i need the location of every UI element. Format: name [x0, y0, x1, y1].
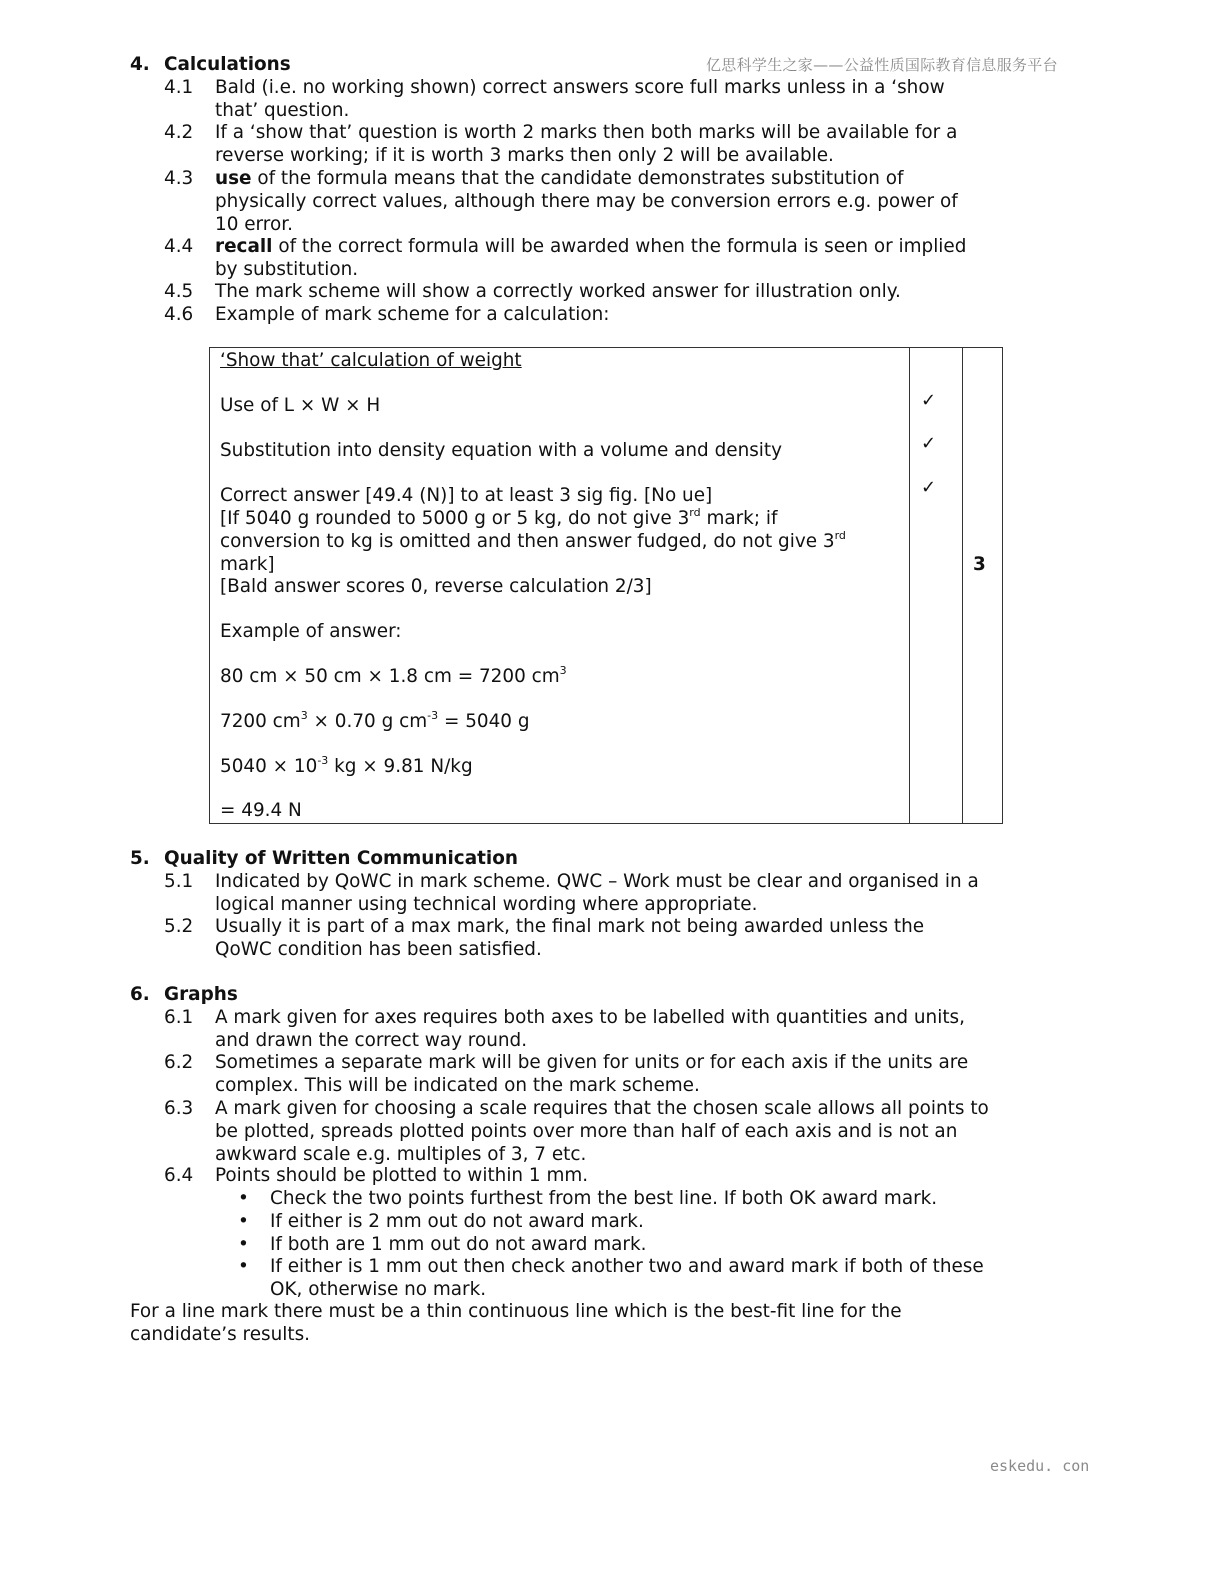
section-5-heading: [130, 848, 518, 869]
clause-line: The mark scheme will show a correctly worked answer for illustration only.: [215, 281, 901, 302]
watermark-header: 亿思科学生之家——公益性质国际教育信息服务平台: [706, 56, 1058, 74]
clause-6-3: [164, 1098, 1009, 1166]
clause-line: QoWC condition has been satisfied.: [215, 938, 542, 960]
example-label: Example of answer:: [220, 621, 402, 642]
clause-number: 4.6: [164, 304, 194, 325]
clause-4-1: [164, 77, 1009, 123]
superscript: 3: [559, 664, 567, 677]
clause-line: Usually it is part of a max mark, the final mark not being awarded unless the: [215, 916, 925, 937]
clause-line: that’ question.: [215, 99, 350, 121]
criterion-note-4: [Bald answer scores 0, reverse calculation 2/3]: [220, 576, 652, 597]
clause-line: be plotted, spreads plotted points over more than half of each axis and is not an: [215, 1120, 958, 1142]
section-4-heading: [130, 54, 291, 75]
superscript: rd: [834, 529, 846, 542]
criterion-note-2: [220, 531, 846, 556]
clause-text: of the formula means that the candidate demonstrates substitution of: [251, 168, 904, 189]
tick-icon: ✓: [921, 433, 937, 454]
clause-4-4: [164, 236, 1009, 282]
tick-icon: ✓: [921, 477, 937, 498]
superscript: -3: [317, 754, 329, 767]
clause-line: If a ‘show that’ question is worth 2 marks then both marks will be available for a: [215, 122, 958, 143]
column-divider: [909, 348, 910, 823]
criterion-3: Correct answer [49.4 (N)] to at least 3 sig fig. [No ue]: [220, 485, 713, 506]
clause-line: logical manner using technical wording where appropriate.: [215, 893, 758, 915]
list-item-text: • If either is 1 mm out then check another two and award mark if both of these: [270, 1256, 984, 1278]
clause-line: A mark given for choosing a scale requires that the chosen scale allows all points to: [215, 1098, 989, 1119]
criterion-1: Use of L × W × H: [220, 395, 381, 416]
clause-line: by substitution.: [215, 258, 359, 280]
criterion-note-1: [220, 508, 777, 533]
section-title: Graphs: [164, 984, 238, 1005]
list-item: [238, 1234, 1018, 1257]
superscript: rd: [689, 506, 701, 519]
clause-number: 6.4: [164, 1165, 194, 1186]
note-text: [If 5040 g rounded to 5000 g or 5 kg, do not give 3: [220, 508, 690, 529]
clause-6-4: [164, 1165, 1009, 1188]
list-item-text: • If either is 2 mm out do not award mark.: [270, 1210, 644, 1232]
clause-line: and drawn the correct way round.: [215, 1029, 528, 1051]
clause-number: 5.1: [164, 871, 194, 892]
list-item: [238, 1256, 1018, 1302]
clause-number: 6.1: [164, 1007, 194, 1028]
step-text: = 5040 g: [438, 711, 530, 732]
mark-total: 3: [973, 554, 986, 575]
example-step-1: [220, 666, 567, 691]
section-number: 4.: [130, 54, 150, 75]
list-item-text: • Check the two points furthest from the best line. If both OK award mark.: [270, 1188, 938, 1209]
example-result: = 49.4 N: [220, 800, 302, 821]
watermark-footer: eskedu. con: [990, 1457, 1090, 1475]
list-item: [238, 1211, 1018, 1234]
clause-5-1: [164, 871, 1009, 917]
clause-4-6: [164, 304, 1009, 327]
clause-4-2: [164, 122, 1009, 168]
paragraph-line: candidate’s results.: [130, 1323, 311, 1345]
list-item-text: • If both are 1 mm out do not award mark.: [270, 1233, 647, 1255]
clause-6-2: [164, 1052, 1009, 1098]
section-number: 6.: [130, 984, 150, 1005]
section-number: 5.: [130, 848, 150, 869]
clause-4-5: [164, 281, 1009, 304]
note-text: mark; if: [700, 508, 778, 529]
clause-line: awkward scale e.g. multiples of 3, 7 etc.: [215, 1143, 587, 1165]
clause-number: 4.4: [164, 236, 194, 257]
section-title: Calculations: [164, 54, 291, 75]
step-text: 5040 × 10: [220, 756, 318, 777]
paragraph-line: For a line mark there must be a thin continuous line which is the best-fit line for the: [130, 1301, 902, 1322]
bold-term: recall: [215, 236, 273, 257]
clause-line: reverse working; if it is worth 3 marks then only 2 will be available.: [215, 144, 834, 166]
clause-line: Example of mark scheme for a calculation:: [215, 304, 610, 325]
clause-4-3: [164, 168, 1009, 236]
clause-text: of the correct formula will be awarded when the formula is seen or implied: [272, 236, 967, 257]
clause-number: 4.3: [164, 168, 194, 189]
clause-line: 10 error.: [215, 213, 293, 235]
clause-line: Sometimes a separate mark will be given for units or for each axis if the units are: [215, 1052, 969, 1073]
step-text: kg × 9.81 N/kg: [328, 756, 473, 777]
clause-line: [215, 236, 1009, 259]
clause-number: 4.2: [164, 122, 194, 143]
column-divider: [962, 348, 963, 823]
section-title: Quality of Written Communication: [164, 848, 518, 869]
criterion-2: Substitution into density equation with a volume and density: [220, 440, 783, 461]
step-text: 7200 cm: [220, 711, 301, 732]
clause-line: Indicated by QoWC in mark scheme. QWC – Work must be clear and organised in a: [215, 871, 979, 892]
clause-6-1: [164, 1007, 1009, 1053]
example-step-2: [220, 711, 530, 736]
clause-line: complex. This will be indicated on the mark scheme.: [215, 1074, 700, 1096]
clause-number: 5.2: [164, 916, 194, 937]
criterion-note-3: mark]: [220, 554, 275, 575]
bold-term: use: [215, 168, 252, 189]
note-text: conversion to kg is omitted and then answer fudged, do not give 3: [220, 531, 835, 552]
section-6-heading: [130, 984, 238, 1005]
list-item: [238, 1188, 1018, 1211]
clause-5-2: [164, 916, 1009, 962]
plotting-checks-list: [238, 1188, 1018, 1302]
clause-line: Bald (i.e. no working shown) correct answers score full marks unless in a ‘show: [215, 77, 945, 98]
clause-line: Points should be plotted to within 1 mm.: [215, 1165, 589, 1186]
superscript: -3: [427, 709, 439, 722]
clause-number: 4.5: [164, 281, 194, 302]
clause-line: physically correct values, although there may be conversion errors e.g. power of: [215, 190, 958, 212]
clause-number: 6.3: [164, 1098, 194, 1119]
clause-line: A mark given for axes requires both axes to be labelled with quantities and units,: [215, 1007, 965, 1028]
clause-number: 4.1: [164, 77, 194, 98]
list-item-text: OK, otherwise no mark.: [270, 1279, 487, 1301]
clause-line: [215, 168, 1009, 191]
step-text: 80 cm × 50 cm × 1.8 cm = 7200 cm: [220, 666, 560, 687]
superscript: 3: [300, 709, 308, 722]
table-heading: ‘Show that’ calculation of weight: [220, 350, 522, 371]
tick-icon: ✓: [921, 390, 937, 411]
clause-number: 6.2: [164, 1052, 194, 1073]
step-text: × 0.70 g cm: [307, 711, 428, 732]
example-step-3: [220, 756, 473, 781]
mark-scheme-table: [209, 347, 1003, 824]
line-mark-paragraph: [130, 1301, 1010, 1347]
